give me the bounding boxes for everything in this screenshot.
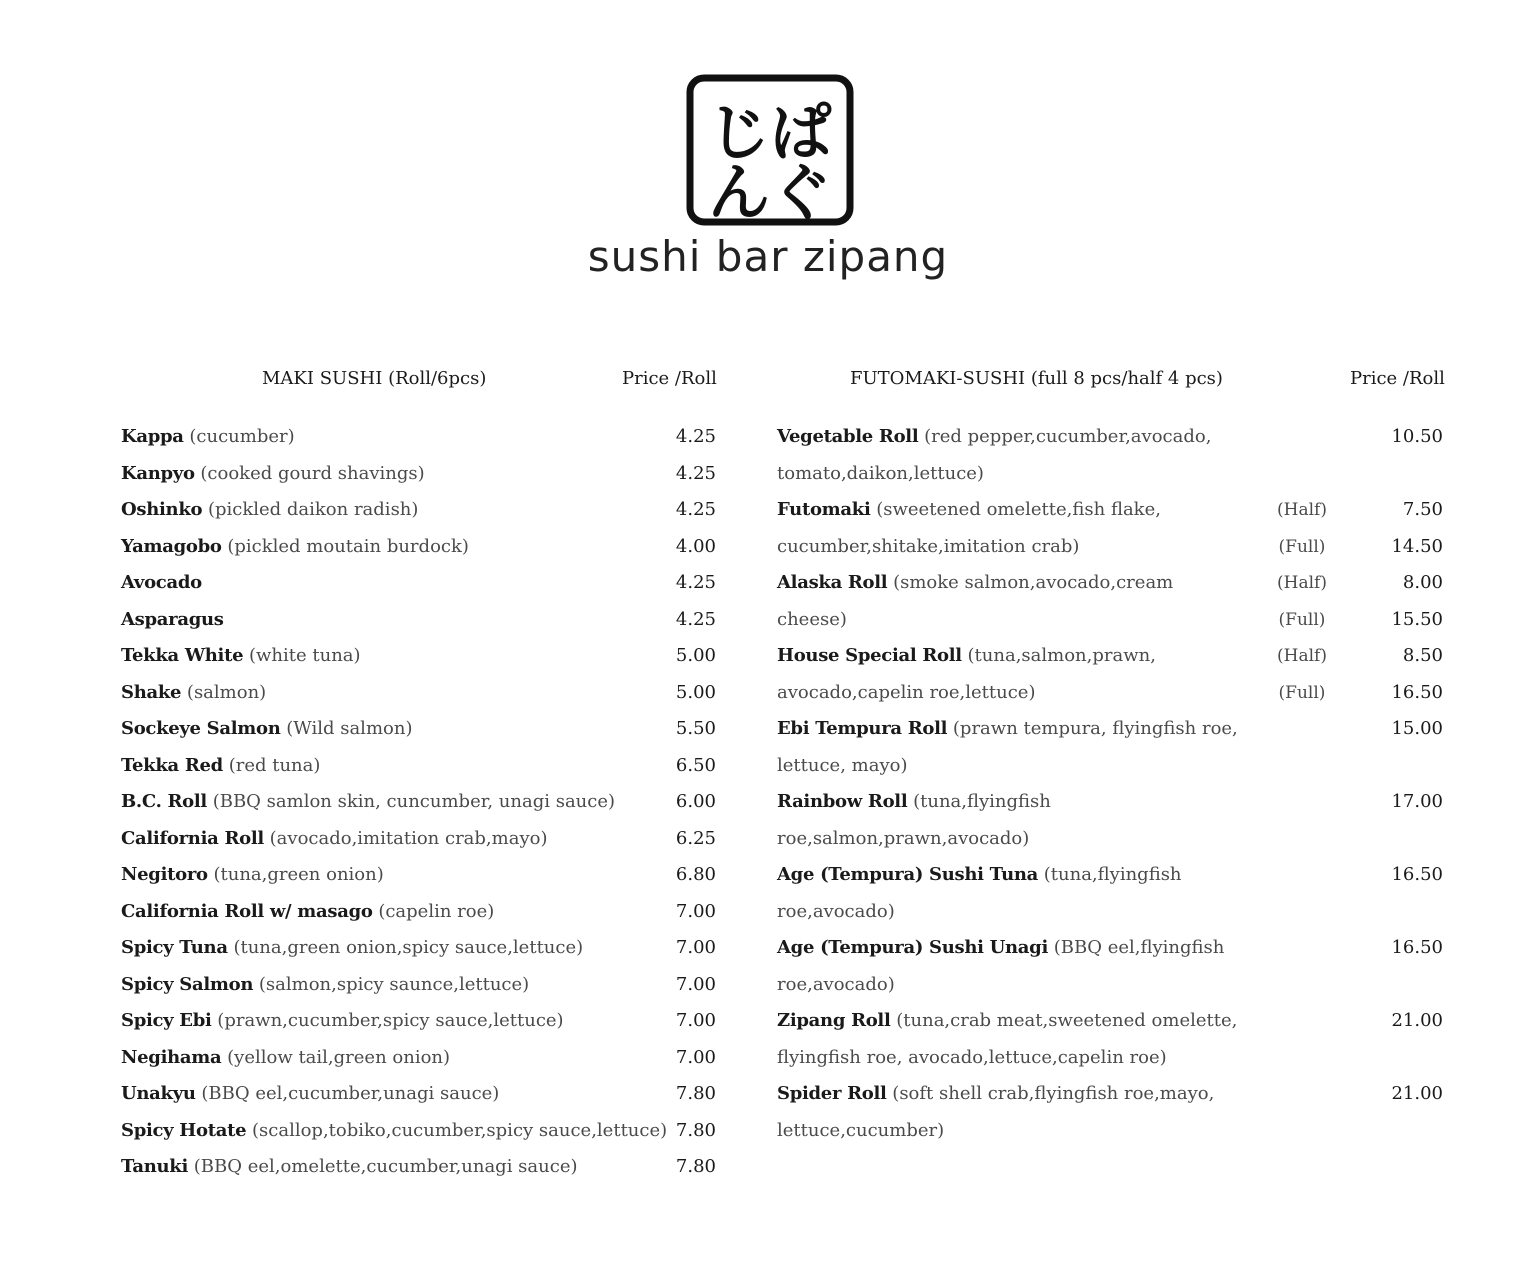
- maki-item: [121, 602, 224, 638]
- item-name: Kanpyo: [121, 463, 195, 484]
- maki-price-header: Price /Roll: [622, 368, 717, 389]
- item-description: (BBQ eel,omelette,cucumber,unagi sauce): [193, 1156, 578, 1177]
- item-price: 4.00: [675, 536, 716, 557]
- maki-item: [121, 565, 202, 601]
- item-name: Spider Roll: [777, 1083, 887, 1104]
- item-price: 6.00: [675, 791, 716, 812]
- item-description: (avocado,imitation crab,mayo): [269, 828, 548, 849]
- item-price: 7.00: [675, 901, 716, 922]
- item-price: 7.50: [1402, 499, 1443, 520]
- item-description: lettuce, mayo): [777, 755, 908, 776]
- item-name: Avocado: [121, 572, 202, 593]
- futomaki-line: [777, 711, 1238, 747]
- item-description: cucumber,shitake,imitation crab): [777, 536, 1080, 557]
- item-size: (Half): [1277, 500, 1327, 520]
- item-price: 21.00: [1391, 1083, 1443, 1104]
- item-description: (salmon,spicy saunce,lettuce): [258, 974, 530, 995]
- item-price: 15.00: [1391, 718, 1443, 739]
- item-price: 7.00: [675, 937, 716, 958]
- item-description: (salmon): [186, 682, 267, 703]
- item-price: 7.00: [675, 974, 716, 995]
- futomaki-line: [777, 675, 1036, 711]
- item-description: (tuna,crab meat,sweetened omelette,: [896, 1010, 1238, 1031]
- item-name: Kappa: [121, 426, 184, 447]
- item-description: flyingfish roe, avocado,lettuce,capelin roe): [777, 1047, 1167, 1068]
- maki-item: [121, 1149, 578, 1185]
- item-description: (scallop,tobiko,cucumber,spicy sauce,lettuce): [252, 1120, 668, 1141]
- maki-item: [121, 1113, 667, 1149]
- item-size: (Full): [1278, 683, 1326, 703]
- item-name: Tanuki: [121, 1156, 189, 1177]
- item-description: roe,avocado): [777, 974, 895, 995]
- item-name: Age (Tempura) Sushi Tuna: [777, 864, 1039, 885]
- maki-item: [121, 492, 418, 528]
- item-description: (smoke salmon,avocado,cream: [893, 572, 1174, 593]
- item-name: Zipang Roll: [777, 1010, 891, 1031]
- item-name: Tekka Red: [121, 755, 223, 776]
- logo: [686, 74, 854, 226]
- item-price: 8.00: [1402, 572, 1443, 593]
- item-description: (capelin roe): [378, 901, 495, 922]
- futomaki-line: [777, 748, 907, 784]
- item-price: 7.80: [675, 1083, 716, 1104]
- item-name: Negitoro: [121, 864, 208, 885]
- item-description: (BBQ eel,cucumber,unagi sauce): [201, 1083, 500, 1104]
- maki-item: [121, 857, 384, 893]
- item-description: tomato,daikon,lettuce): [777, 463, 984, 484]
- item-description: (prawn,cucumber,spicy sauce,lettuce): [217, 1010, 564, 1031]
- item-description: (tuna,flyingfish: [913, 791, 1051, 812]
- item-name: Spicy Tuna: [121, 937, 228, 958]
- item-size: (Half): [1277, 646, 1327, 666]
- item-description: (yellow tail,green onion): [227, 1047, 451, 1068]
- item-price: 4.25: [675, 572, 716, 593]
- futomaki-line: [777, 529, 1079, 565]
- item-price: 21.00: [1391, 1010, 1443, 1031]
- item-price: 8.50: [1402, 645, 1443, 666]
- futomaki-line: [777, 894, 895, 930]
- futomaki-line: [777, 638, 1156, 674]
- item-description: (tuna,salmon,prawn,: [967, 645, 1156, 666]
- maki-item: [121, 638, 361, 674]
- item-name: Yamagobo: [121, 536, 222, 557]
- item-price: 4.25: [675, 609, 716, 630]
- item-name: Rainbow Roll: [777, 791, 908, 812]
- item-description: (red pepper,cucumber,avocado,: [924, 426, 1212, 447]
- futomaki-line: [777, 565, 1173, 601]
- item-price: 6.80: [675, 864, 716, 885]
- item-description: (cooked gourd shavings): [200, 463, 425, 484]
- item-name: Sockeye Salmon: [121, 718, 281, 739]
- item-size: (Full): [1278, 537, 1326, 557]
- maki-item: [121, 675, 266, 711]
- futomaki-line: [777, 1003, 1237, 1039]
- item-price: 6.25: [675, 828, 716, 849]
- item-description: lettuce,cucumber): [777, 1120, 945, 1141]
- maki-item: [121, 529, 469, 565]
- item-size: (Full): [1278, 610, 1326, 630]
- item-price: 4.25: [675, 499, 716, 520]
- maki-item: [121, 1076, 499, 1112]
- futomaki-price-header: Price /Roll: [1350, 368, 1445, 389]
- maki-item: [121, 967, 529, 1003]
- item-name: Asparagus: [121, 609, 224, 630]
- item-name: Shake: [121, 682, 182, 703]
- maki-item: [121, 456, 425, 492]
- item-description: (pickled moutain burdock): [227, 536, 469, 557]
- item-name: House Special Roll: [777, 645, 962, 666]
- item-description: roe,salmon,prawn,avocado): [777, 828, 1030, 849]
- maki-section-title: MAKI SUSHI (Roll/6pcs): [262, 368, 487, 389]
- item-name: Alaska Roll: [777, 572, 888, 593]
- item-price: 4.25: [675, 426, 716, 447]
- futomaki-line: [777, 1040, 1167, 1076]
- item-price: 5.00: [675, 645, 716, 666]
- item-description: roe,avocado): [777, 901, 895, 922]
- item-price: 10.50: [1391, 426, 1443, 447]
- futomaki-line: [777, 821, 1029, 857]
- item-name: Negihama: [121, 1047, 222, 1068]
- futomaki-line: [777, 857, 1182, 893]
- futomaki-line: [777, 492, 1161, 528]
- item-price: 5.00: [675, 682, 716, 703]
- item-name: California Roll: [121, 828, 264, 849]
- item-name: Age (Tempura) Sushi Unagi: [777, 937, 1048, 958]
- futomaki-line: [777, 456, 984, 492]
- item-name: California Roll w/ masago: [121, 901, 373, 922]
- maki-item: [121, 821, 547, 857]
- brand-name: sushi bar zipang: [587, 232, 949, 281]
- item-description: (cucumber): [189, 426, 295, 447]
- futomaki-section-title: FUTOMAKI-SUSHI (full 8 pcs/half 4 pcs): [850, 368, 1223, 389]
- maki-item: [121, 784, 615, 820]
- item-name: Spicy Hotate: [121, 1120, 247, 1141]
- item-name: Tekka White: [121, 645, 244, 666]
- item-name: Vegetable Roll: [777, 426, 919, 447]
- item-description: (BBQ samlon skin, cuncumber, unagi sauce): [212, 791, 616, 812]
- item-price: 7.80: [675, 1156, 716, 1177]
- item-description: (pickled daikon radish): [207, 499, 419, 520]
- item-price: 4.25: [675, 463, 716, 484]
- item-name: Spicy Ebi: [121, 1010, 212, 1031]
- svg-text:じぱ: じぱ: [707, 96, 833, 169]
- futomaki-line: [777, 930, 1224, 966]
- item-price: 7.00: [675, 1010, 716, 1031]
- item-price: 16.50: [1391, 937, 1443, 958]
- item-size: (Half): [1277, 573, 1327, 593]
- item-name: Spicy Salmon: [121, 974, 254, 995]
- item-price: 5.50: [675, 718, 716, 739]
- maki-item: [121, 894, 494, 930]
- item-description: (soft shell crab,flyingfish roe,mayo,: [892, 1083, 1215, 1104]
- maki-item: [121, 1003, 564, 1039]
- item-price: 15.50: [1391, 609, 1443, 630]
- item-description: (red tuna): [228, 755, 321, 776]
- item-name: Ebi Tempura Roll: [777, 718, 948, 739]
- item-price: 17.00: [1391, 791, 1443, 812]
- item-description: (tuna,green onion): [213, 864, 384, 885]
- item-price: 7.80: [675, 1120, 716, 1141]
- item-description: (tuna,flyingfish: [1043, 864, 1182, 885]
- item-description: (white tuna): [249, 645, 361, 666]
- maki-item: [121, 419, 295, 455]
- item-price: 6.50: [675, 755, 716, 776]
- futomaki-line: [777, 784, 1051, 820]
- futomaki-line: [777, 602, 847, 638]
- item-description: avocado,capelin roe,lettuce): [777, 682, 1036, 703]
- item-description: (Wild salmon): [286, 718, 413, 739]
- item-description: (tuna,green onion,spicy sauce,lettuce): [233, 937, 584, 958]
- svg-text:んぐ: んぐ: [707, 156, 833, 226]
- maki-item: [121, 1040, 450, 1076]
- item-price: 16.50: [1391, 682, 1443, 703]
- item-description: (BBQ eel,flyingfish: [1053, 937, 1225, 958]
- item-name: B.C. Roll: [121, 791, 207, 812]
- item-description: (sweetened omelette,fish flake,: [876, 499, 1161, 520]
- futomaki-line: [777, 419, 1211, 455]
- futomaki-line: [777, 1113, 944, 1149]
- futomaki-line: [777, 967, 895, 1003]
- item-price: 7.00: [675, 1047, 716, 1068]
- item-name: Oshinko: [121, 499, 203, 520]
- item-name: Unakyu: [121, 1083, 196, 1104]
- item-description: cheese): [777, 609, 847, 630]
- item-price: 14.50: [1391, 536, 1443, 557]
- maki-item: [121, 930, 583, 966]
- item-name: Futomaki: [777, 499, 871, 520]
- maki-item: [121, 711, 412, 747]
- maki-item: [121, 748, 320, 784]
- futomaki-line: [777, 1076, 1214, 1112]
- item-price: 16.50: [1391, 864, 1443, 885]
- item-description: (prawn tempura, flyingfish roe,: [952, 718, 1238, 739]
